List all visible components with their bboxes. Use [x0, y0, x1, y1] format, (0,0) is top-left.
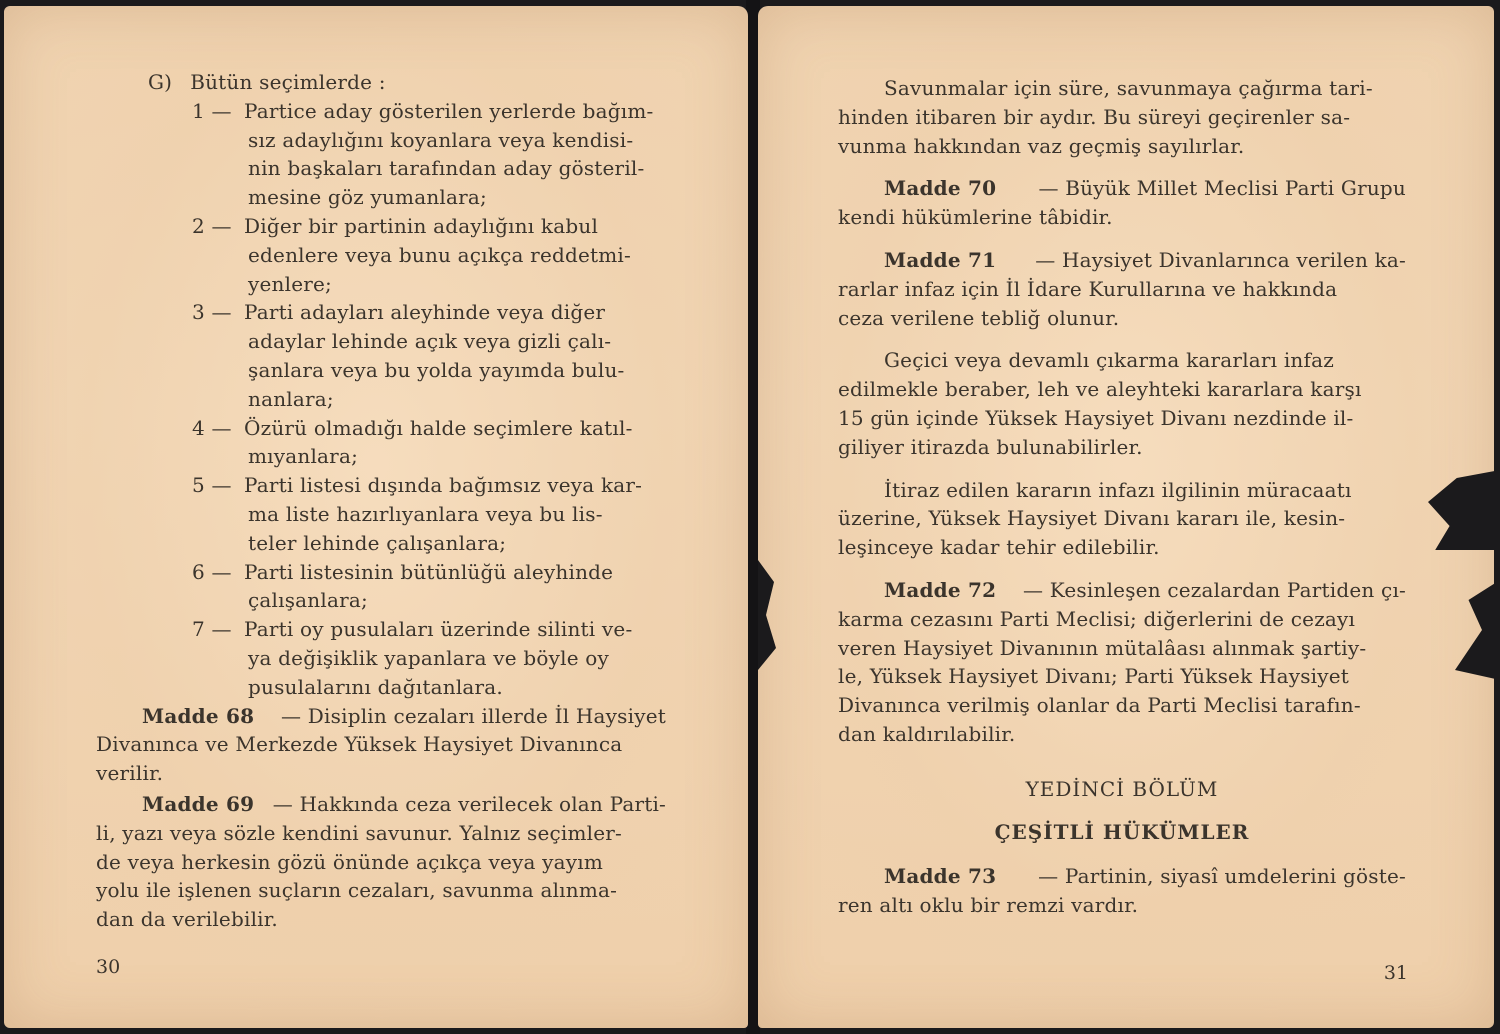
- madde-68: [96, 702, 666, 788]
- page-number-left: 30: [96, 956, 121, 978]
- madde-71: [838, 246, 1406, 332]
- item-line: adaylar lehinde açık veya gizli çalı-: [248, 329, 612, 354]
- item-line: Diğer bir partinin adaylığını kabul: [244, 213, 599, 238]
- madde-73: [838, 862, 1406, 920]
- madde-72: [838, 576, 1406, 749]
- item-line: Parti listesinin bütünlüğü aleyhinde: [244, 559, 614, 584]
- madde-70-line: kendi hükümlerine tâbidir.: [838, 205, 1113, 230]
- item-line: mesine göz yumanlara;: [248, 185, 487, 210]
- section-g-heading: [96, 68, 666, 97]
- item-line: Parti oy pusulaları üzerinde silinti ve-: [244, 617, 633, 642]
- madde-68-first-line: — Disiplin cezaları illerde İl Haysiyet: [281, 703, 666, 728]
- madde-68-title: Madde 68: [142, 703, 255, 728]
- madde-72-first-line: — Kesinleşen cezalardan Partiden çı-: [1023, 577, 1406, 602]
- left-page: [4, 6, 748, 1028]
- item-line: edenlere veya bunu açıkça reddetmi-: [248, 242, 631, 267]
- item-line: Partice aday gösterilen yerlerde bağım-: [244, 98, 654, 123]
- madde-70-first-line: — Büyük Millet Meclisi Parti Grupu: [1038, 176, 1406, 201]
- madde-69: [96, 790, 666, 934]
- item-line: nin başkaları tarafından aday gösteril-: [248, 156, 645, 181]
- madde-70-title: Madde 70: [884, 176, 997, 201]
- right-page-text: [838, 74, 1406, 920]
- madde-68-line: verilir.: [96, 761, 164, 786]
- item-line: Parti listesi dışında bağımsız veya kar-: [244, 473, 643, 498]
- section-g-item: [96, 97, 666, 212]
- madde-73-title: Madde 73: [884, 864, 997, 889]
- item-number: 1 —: [192, 98, 232, 123]
- paragraph-line: 15 gün içinde Yüksek Haysiyet Divanı nezdinde il-: [838, 405, 1354, 430]
- section-g-item: [96, 471, 666, 557]
- page-number-right: 31: [1383, 962, 1408, 984]
- madde-69-title: Madde 69: [142, 791, 255, 816]
- madde-69-first-line: — Hakkında ceza verilecek olan Parti-: [272, 791, 666, 816]
- section-g-item: [96, 615, 666, 701]
- left-page-text: [96, 68, 666, 934]
- madde-69-line: li, yazı veya sözle kendini savunur. Yalnız seçimler-: [96, 820, 623, 845]
- paragraph-line: üzerine, Yüksek Haysiyet Divanı kararı ile, kesin-: [838, 506, 1346, 531]
- madde-69-line: dan da verilebilir.: [96, 907, 278, 932]
- paragraph-savunmalar: [838, 74, 1406, 160]
- madde-72-line: Divanınca verilmiş olanlar da Parti Meclisi tarafın-: [838, 693, 1361, 718]
- madde-73-line: ren altı oklu bir remzi vardır.: [838, 893, 1139, 918]
- madde-69-line: yolu ile işlenen suçların cezaları, savunma alınma-: [96, 878, 618, 903]
- madde-69-line: de veya herkesin gözü önünde açıkça veya yayım: [96, 849, 604, 874]
- right-page: [758, 6, 1494, 1028]
- paragraph-gecici: [838, 346, 1406, 461]
- paragraph-itiraz: [838, 476, 1406, 562]
- item-line: Özürü olmadığı halde seçimlere katıl-: [244, 415, 633, 440]
- madde-71-first-line: — Haysiyet Divanlarınca verilen ka-: [1035, 247, 1406, 272]
- paragraph-line: Geçici veya devamlı çıkarma kararları infaz: [884, 348, 1334, 373]
- item-line: pusulalarını dağıtanlara.: [248, 674, 503, 699]
- paragraph-line: İtiraz edilen kararın infazı ilgilinin müracaatı: [884, 477, 1352, 502]
- madde-72-line: veren Haysiyet Divanının mütalâası alınmak şartiy-: [838, 635, 1367, 660]
- madde-73-first-line: — Partinin, siyasî umdelerini göste-: [1038, 864, 1406, 889]
- madde-72-line: karma cezasını Parti Meclisi; diğerlerini de cezayı: [838, 606, 1356, 631]
- paragraph-line: edilmekle beraber, leh ve aleyhteki kararlara karşı: [838, 377, 1362, 402]
- paragraph-line: Savunmalar için süre, savunmaya çağırma tari-: [884, 76, 1373, 100]
- item-number: 6 —: [192, 559, 232, 584]
- item-line: Parti adayları aleyhinde veya diğer: [244, 300, 606, 325]
- madde-72-title: Madde 72: [884, 577, 997, 602]
- madde-71-line: ceza verilene tebliğ olunur.: [838, 305, 1120, 330]
- section-g-item: [96, 558, 666, 616]
- madde-72-line: le, Yüksek Haysiyet Divanı; Parti Yüksek Haysiyet: [838, 664, 1350, 689]
- section-g-item: [96, 298, 666, 413]
- item-number: 7 —: [192, 617, 232, 642]
- item-line: çalışanlara;: [248, 588, 368, 613]
- paragraph-line: leşinceye kadar tehir edilebilir.: [838, 535, 1160, 560]
- item-line: sız adaylığını koyanlara veya kendisi-: [248, 127, 634, 152]
- madde-71-title: Madde 71: [884, 247, 997, 272]
- paragraph-line: giliyer itirazda bulunabilirler.: [838, 434, 1143, 459]
- section-g-label: G): [148, 70, 173, 94]
- section-subheading: ÇEŞİTLİ HÜKÜMLER: [994, 819, 1250, 844]
- item-line: yenlere;: [248, 271, 332, 296]
- section-g-intro: Bütün seçimlerde :: [190, 70, 386, 94]
- item-line: nanlara;: [248, 386, 334, 411]
- item-line: şanlara veya bu yolda yayımda bulu-: [248, 357, 625, 382]
- section-g-items: [96, 97, 666, 702]
- item-number: 4 —: [192, 415, 232, 440]
- madde-70: [838, 174, 1406, 232]
- madde-72-line: dan kaldırılabilir.: [838, 721, 1016, 746]
- item-line: teler lehinde çalışanlara;: [248, 530, 507, 555]
- item-number: 3 —: [192, 300, 232, 325]
- item-line: ma liste hazırlıyanlara veya bu lis-: [248, 501, 603, 526]
- paragraph-line: vunma hakkından vaz geçmiş sayılırlar.: [838, 133, 1245, 158]
- section-g-item: [96, 414, 666, 472]
- section-g-item: [96, 212, 666, 298]
- item-number: 2 —: [192, 213, 232, 238]
- section-heading: YEDİNCİ BÖLÜM: [1025, 776, 1219, 801]
- item-number: 5 —: [192, 473, 232, 498]
- item-line: ya değişiklik yapanlara ve böyle oy: [248, 645, 610, 670]
- item-line: mıyanlara;: [248, 444, 359, 469]
- madde-71-line: rarlar infaz için İl İdare Kurullarına ve hakkında: [838, 276, 1338, 301]
- madde-68-line: Divanınca ve Merkezde Yüksek Haysiyet Divanınca: [96, 732, 623, 757]
- paragraph-line: hinden itibaren bir aydır. Bu süreyi geçirenler sa-: [838, 104, 1351, 129]
